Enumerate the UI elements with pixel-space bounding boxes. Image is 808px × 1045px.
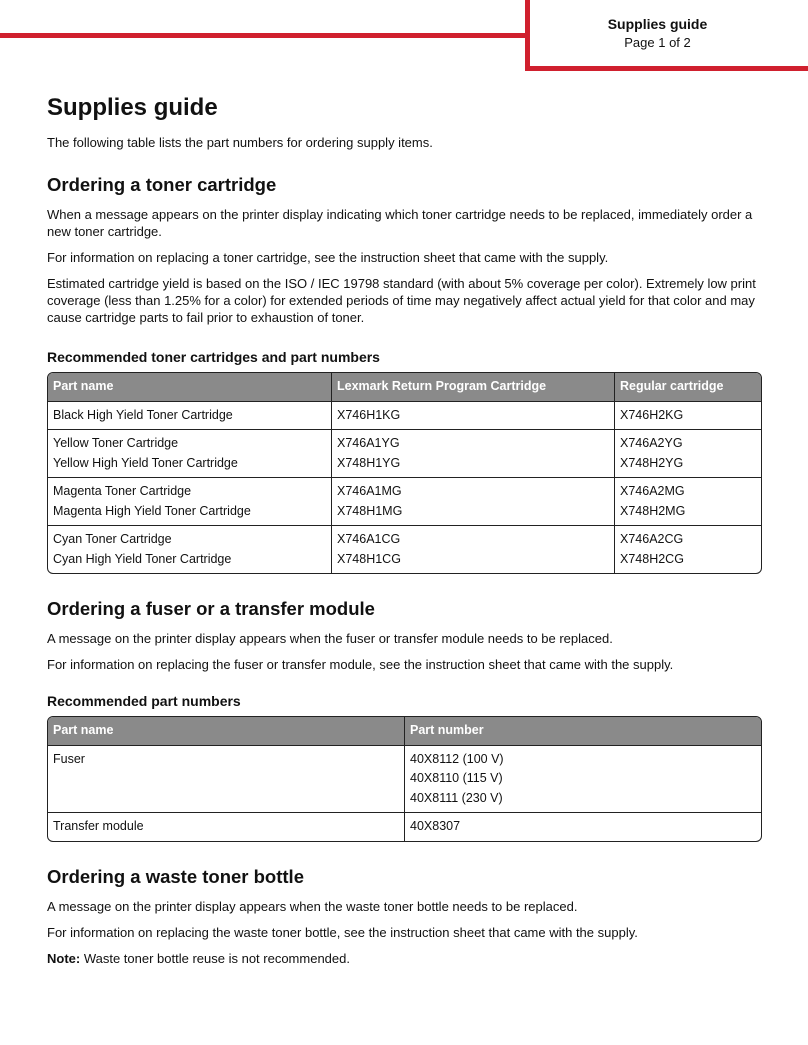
table-row: [48, 745, 761, 813]
cell-text: Cyan High Yield Toner Cartridge: [53, 551, 232, 566]
toner-paragraph-3: Estimated cartridge yield is based on the ISO / IEC 19798 standard (with about 5% coverage per color). Extremely low print coverage (less than 1.25% for a color) for extended periods of time may negatively affect actual yield for that color and may cause cartridge parts to fail prior to exhaustion of toner.: [47, 276, 756, 325]
table-cell: [404, 746, 761, 813]
intro-text: The following table lists the part numbers for ordering supply items.: [47, 135, 433, 150]
column-header: Part number: [404, 717, 761, 745]
table-cell: [331, 430, 614, 477]
cell-text: Black High Yield Toner Cartridge: [53, 407, 233, 422]
cell-text: 40X8111 (230 V): [410, 790, 503, 805]
cell-text: Yellow High Yield Toner Cartridge: [53, 455, 238, 470]
cell-text: Magenta Toner Cartridge: [53, 484, 192, 498]
table-cell: [48, 526, 331, 573]
cell-text: 40X8307: [410, 819, 461, 833]
fuser-paragraph-2: For information on replacing the fuser or transfer module, see the instruction sheet that came with the supply.: [47, 657, 674, 672]
table-cell: [48, 478, 331, 525]
cell-text: X746A1MG: [337, 484, 402, 498]
spacer: [47, 574, 761, 596]
toner-table-title: Recommended toner cartridges and part numbers: [47, 349, 380, 365]
table-cell: [331, 402, 614, 430]
cell-text: X746A2MG: [620, 484, 685, 498]
cell-text: Fuser: [53, 751, 85, 766]
table-cell: [48, 746, 404, 813]
table-row: [48, 401, 761, 430]
cell-text: Cyan Toner Cartridge: [53, 532, 172, 546]
column-header: Part name: [53, 379, 114, 393]
table-cell: [614, 430, 761, 477]
header-rule: [0, 33, 528, 38]
cell-text: X746H1KG: [337, 407, 401, 422]
table-cell: [404, 813, 761, 841]
column-header: Part name: [53, 723, 114, 737]
waste-paragraph-2: For information on replacing the waste toner bottle, see the instruction sheet that came with the supply.: [47, 924, 638, 940]
fuser-paragraph-1: A message on the printer display appears when the fuser or transfer module needs to be replaced.: [47, 631, 613, 646]
table-cell: [614, 526, 761, 573]
table-cell: [614, 478, 761, 525]
toner-table: [47, 372, 762, 574]
cell-text: X748H1YG: [337, 455, 401, 470]
fuser-heading: Ordering a fuser or a transfer module: [47, 598, 375, 619]
cell-text: X746A1CG: [337, 532, 401, 546]
fuser-table: [47, 716, 762, 842]
table-cell: [48, 813, 404, 841]
cell-text: 40X8112 (100 V): [410, 751, 504, 766]
table-header-row: [48, 717, 761, 745]
header-title: Supplies guide: [607, 16, 708, 32]
waste-heading: Ordering a waste toner bottle: [47, 865, 304, 887]
column-header: Lexmark Return Program Cartridge: [331, 373, 614, 401]
cell-text: X748H2CG: [620, 551, 684, 566]
cell-text: X746A1YG: [337, 436, 400, 450]
note-text: Waste toner bottle reuse is not recommended.: [80, 950, 350, 966]
table-header-row: [48, 373, 761, 401]
document-body: [47, 92, 761, 976]
column-header: Regular cartridge: [614, 373, 761, 401]
cell-text: X746A2YG: [620, 436, 683, 450]
table-row: [48, 429, 761, 477]
table-row: [48, 525, 761, 573]
table-row: [48, 477, 761, 525]
cell-text: X746H2KG: [620, 407, 684, 422]
waste-note: [47, 950, 761, 967]
table-cell: [614, 402, 761, 430]
cell-text: X748H1MG: [337, 503, 403, 518]
toner-heading: Ordering a toner cartridge: [47, 174, 277, 195]
cell-text: Transfer module: [53, 819, 144, 833]
cell-text: X748H1CG: [337, 551, 401, 566]
table-row: [48, 812, 761, 841]
fuser-table-title: Recommended part numbers: [47, 693, 241, 709]
cell-text: X748H2YG: [620, 455, 684, 470]
toner-paragraph-2: For information on replacing a toner cartridge, see the instruction sheet that came with the supply.: [47, 250, 609, 265]
cell-text: Yellow Toner Cartridge: [53, 436, 179, 450]
spacer: [47, 842, 761, 864]
table-cell: [331, 478, 614, 525]
waste-paragraph-1: A message on the printer display appears when the waste toner bottle needs to be replaced.: [47, 898, 578, 914]
table-cell: [48, 402, 331, 430]
cell-text: 40X8110 (115 V): [410, 771, 503, 785]
cell-text: X748H2MG: [620, 503, 686, 518]
page-title: Supplies guide: [47, 94, 218, 121]
toner-paragraph-1: When a message appears on the printer display indicating which toner cartridge needs to be replaced, immediately order a new toner cartridge.: [47, 207, 753, 239]
note-label: Note:: [47, 950, 81, 966]
cell-text: Magenta High Yield Toner Cartridge: [53, 503, 251, 518]
table-cell: [331, 526, 614, 573]
header-page-number: Page 1 of 2: [624, 35, 691, 50]
table-cell: [48, 430, 331, 477]
cell-text: X746A2CG: [620, 532, 684, 546]
